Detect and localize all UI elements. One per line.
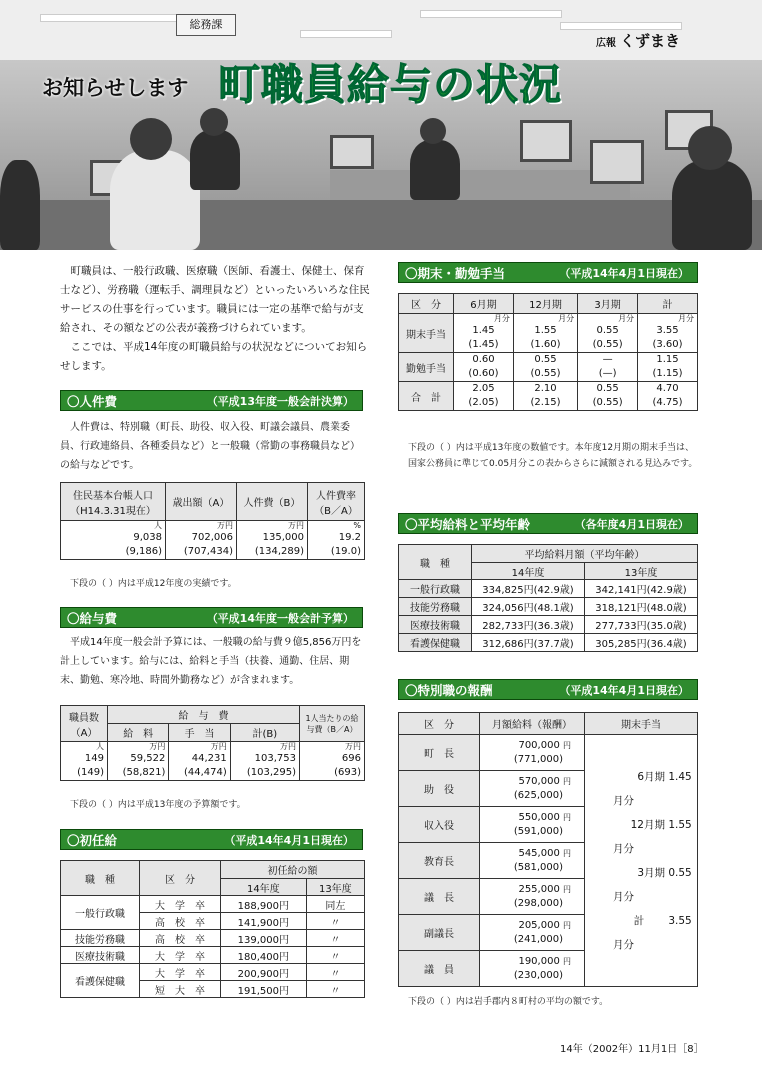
special-staff-table: 区 分 月額給料（報酬） 期末手当 町 長 700,000 円 (771,000) 6月期 1.45月分 12月期 1.55月分 3月期 0.55月分 計 3.55月分 助 役 570,000 円 (625,000) 収入役 550,000 円 (591,000) 教育長 545,000 円 (581,000) 議 長 255,000 円 (298,000) 副議長 205,000 円 (241,000) 議 員 190,000 円 (230,000) — [398, 712, 698, 987]
salary-cost-note: 下段の（ ）内は平成13年度の予算額です。 — [70, 800, 246, 810]
section-heading-salary-cost: 〇給与費 （平成14年度一般会計予算） — [60, 607, 363, 628]
personnel-cost-note: 下段の（ ）内は平成12年度の実績です。 — [70, 579, 237, 589]
section-heading-starting-salary: 〇初任給 （平成14年4月1日現在） — [60, 829, 363, 850]
special-staff-bonus: 6月期 1.45月分 12月期 1.55月分 3月期 0.55月分 計 3.55月分 — [585, 735, 698, 987]
page-footer: 14年（2002年）11月1日［8］ — [560, 1044, 704, 1055]
special-staff-note: 下段の（ ）内は岩手郡内８町村の平均の額です。 — [408, 997, 609, 1007]
intro-text: 町職員は、一般行政職、医療職（医師、看護士、保健士、保育士など）、労務職（運転手、調理員など）といったいろいろな住民サービスの仕事を行っています。職員には一定の基準で給与が支給され、その額などの公表が義務づけられています。 ここでは、平成14年度の町職員給与の状況などについてお知らせします。 — [60, 265, 370, 372]
salary-cost-text: 平成14年度一般会計予算には、一般職の給与費９億5,856万円を計上しています。給与には、給料と手当（扶養、通勤、住居、期末、勤勉、寒冷地、時間外勤務など）が含まれます。 — [60, 637, 362, 686]
section-heading-average-salary: 〇平均給料と平均年齢 （各年度4月1日現在） — [398, 513, 698, 534]
starting-salary-table: 職 種 区 分 初任給の額 14年度 13年度 一般行政職 大 学 卒 188,900円 同左 高 校 卒 141,900円 〃 技能労務職 高 校 卒 139,000円 〃 医療技術職 大 学 卒 180,400円 〃 看護保健職 大 学 卒 200,900円 〃 短 大 卒 191,500円 〃 — [60, 860, 365, 998]
header-photo — [0, 0, 762, 250]
publication-logo: 広報 くずまき — [596, 32, 681, 50]
department-sign: 総務課 — [176, 14, 236, 36]
average-salary-table: 職 種 平均給料月額（平均年齢） 14年度 13年度 一般行政職 334,825円(42.9歳) 342,141円(42.9歳) 技能労務職 324,056円(48.1歳) 318,121円(48.0歳) 医療技術職 282,733円(36.3歳) 277,733円(35.0歳) 看護保健職 312,686円(37.7歳) 305,285円(36.4歳) — [398, 544, 698, 652]
personnel-cost-text: 人件費は、特別職（町長、助役、収入役、町議会議員、農業委員、行政連絡員、各種委員など）と一般職（常勤の事務職員など）の給与などです。 — [60, 422, 360, 471]
page-title: 町職員給与の状況 — [218, 60, 563, 109]
bonus-note: 下段の（ ）内は平成13年度の数値です。本年度12月期の期末手当は、国家公務員に準じて0.05月分この表からさらに減額される見込みです。 — [408, 443, 698, 469]
section-heading-special-staff: 〇特別職の報酬 （平成14年4月1日現在） — [398, 679, 698, 700]
section-heading-personnel-cost: 〇人件費 （平成13年度一般会計決算） — [60, 390, 363, 411]
bonus-table: 区 分 6月期 12月期 3月期 計 期末手当 月分 1.45 (1.45) 月分 1.55 (1.60) 月分 0.55 (0.55) 月分 3.55 (3.60) 勤勉手当 0.60 (0.60) 0.55 (0.55) — (—) 1.15 (1.15) 合 計 2.05 (2.05) 2.10 (2.15) 0.55 (0.55) 4.70 (4.75) — [398, 293, 698, 411]
salary-cost-table: 職員数（A） 給 与 費 1人当たりの給与費（B／A） 給 料 手 当 計(B) 人 149 (149) 万円 59,522 (58,821) 万円 44,231 (44,474) 万円 103,753 (103,295) 万円 696 (693) — [60, 705, 365, 781]
lead-text: お知らせします — [42, 76, 189, 100]
personnel-cost-table: 住民基本台帳人口（H14.3.31現在） 歳出額（A） 人件費（B） 人件費率（B／A） 人 9,038 (9,186) 万円 702,006 (707,434) 万円 135,000 (134,289) % 19.2 (19.0) — [60, 482, 365, 560]
section-heading-bonus: 〇期末・勤勉手当 （平成14年4月1日現在） — [398, 262, 698, 283]
